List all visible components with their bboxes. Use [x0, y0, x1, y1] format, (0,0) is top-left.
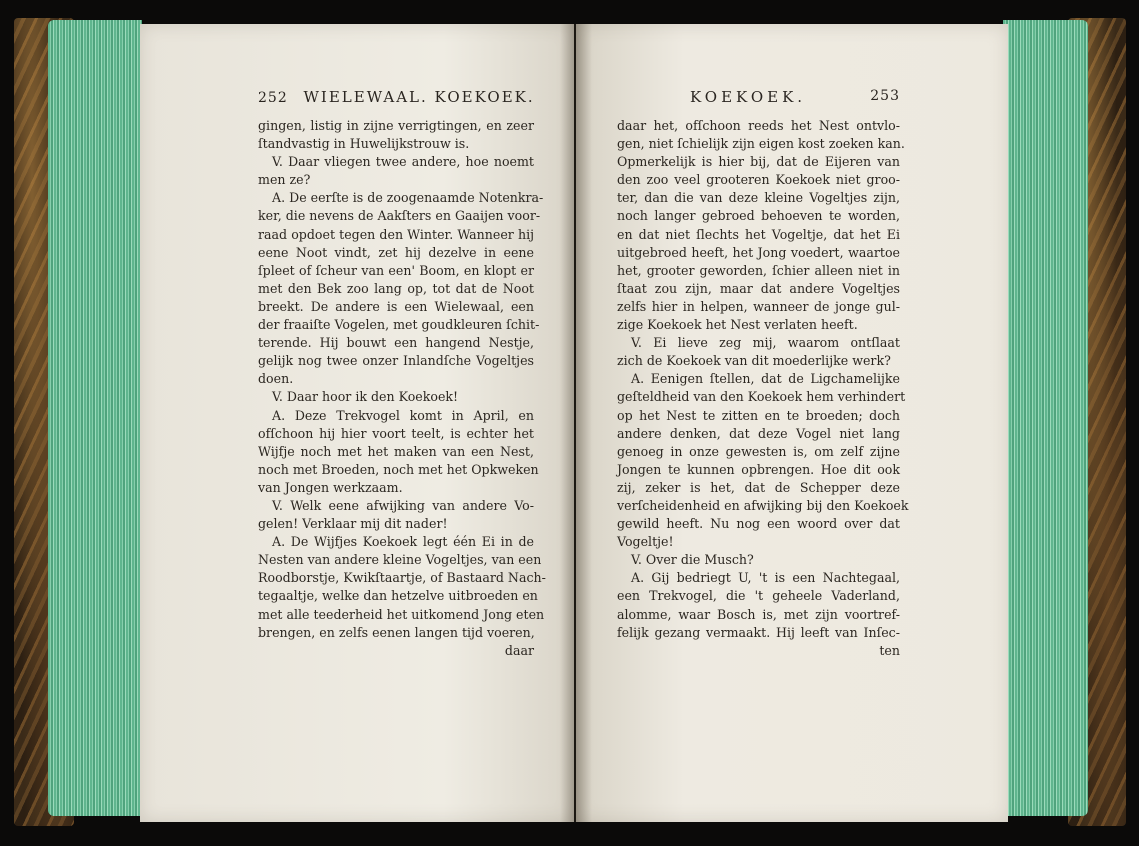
text-line: uitgebroed heeft, het Jong voedert, waartoe [617, 244, 900, 260]
text-line: met alle teederheid het uitkomend Jong eten [258, 606, 545, 622]
text-line: ker, die nevens de Aakſters en Gaaijen voor- [258, 208, 541, 224]
catchword: ten [879, 642, 900, 658]
text-line: noch langer gebroed behoeven te worden, [617, 208, 900, 224]
text-line: noch met Broeden, noch met het Opkweken [258, 461, 539, 477]
text-line: ofſchoon hij hier voort teelt, is echter het [258, 425, 534, 441]
text-line: V. Welk eene afwijking van andere Vo- [272, 497, 534, 513]
text-line: ſtaat zou zijn, maar dat andere Vogeltjes [617, 280, 900, 296]
text-line: op het Nest te zitten en te broeden; doch [617, 407, 900, 423]
text-line: doen. [258, 371, 294, 387]
text-line: A. Deze Trekvogel komt in April, en [272, 407, 534, 423]
text-line: eene Noot vindt, zet hij dezelve in eene [258, 244, 534, 260]
text-line: Opmerkelijk is hier bij, dat de Eijeren van [617, 154, 900, 170]
right-page-text [617, 117, 909, 660]
text-line: gen, niet ſchielijk zijn eigen kost zoeken kan. [617, 136, 905, 152]
left-page-header [258, 88, 535, 106]
text-line: gelen! Verklaar mij dit nader! [258, 516, 448, 532]
text-line: gewild heeft. Nu nog een woord over dat [617, 516, 900, 532]
text-line: gelijk nog twee onzer Inlandſche Vogeltjes [258, 353, 534, 369]
text-line: geſteldheid van den Koekoek hem verhindert [617, 389, 906, 405]
text-line: met den Bek zoo lang op, tot dat de Noot [258, 280, 534, 296]
left-page-text [258, 117, 546, 660]
text-line: V. Over die Musch? [631, 552, 754, 568]
left-running-head: WIELEWAAL. KOEKOEK. [303, 88, 535, 106]
text-line: V. Ei lieve zeg mij, waarom ontſlaat [631, 335, 900, 351]
text-line: A. Eenigen ſtellen, dat de Ligchamelijke [631, 371, 900, 387]
text-line: der fraaiſte Vogelen, met goudkleuren ſchit- [258, 317, 540, 333]
text-line: verſcheidenheid en afwijking bij den Koekoek [617, 497, 909, 513]
text-line: Vogeltje! [617, 534, 674, 550]
catchword: daar [504, 642, 534, 658]
text-line: felijk gezang vermaakt. Hij leeft van Inſec- [617, 624, 900, 640]
text-line: men ze? [258, 172, 311, 188]
text-line: Nesten van andere kleine Vogeltjes, van een [258, 552, 542, 568]
text-line: tegaaltje, welke dan hetzelve uitbroeden en [258, 588, 538, 604]
text-line: brengen, en zelfs eenen langen tijd voeren, [258, 624, 535, 640]
text-line: van Jongen werkzaam. [258, 479, 403, 495]
text-line: andere denken, dat deze Vogel niet lang [617, 425, 900, 441]
text-line: breekt. De andere is een Wielewaal, een [258, 298, 534, 314]
right-running-head: KOEKOEK. [690, 88, 807, 106]
text-line: Roodborstje, Kwikſtaartje, of Bastaard Nach- [258, 570, 546, 586]
right-page-number: 253 [870, 88, 900, 104]
text-line: A. De Wijfjes Koekoek legt één Ei in de [272, 534, 534, 550]
text-line: den zoo veel grooteren Koekoek niet groo- [617, 172, 900, 188]
text-line: V. Daar vliegen twee andere, hoe noemt [272, 154, 534, 170]
text-line: genoeg in onze gewesten is, om zelf zijne [617, 443, 900, 459]
left-page-edges [48, 20, 142, 816]
text-line: A. De eerſte is de zoogenaamde Notenkra- [272, 190, 544, 206]
text-line: gingen, listig in zijne verrigtingen, en zeer [258, 118, 534, 133]
text-line: daar het, ofſchoon reeds het Nest ontvlo- [617, 118, 900, 133]
text-line: zij, zeker is het, dat de Schepper deze [617, 479, 900, 495]
right-page-edges [1003, 20, 1088, 816]
text-line: zich de Koekoek van dit moederlijke werk? [617, 353, 891, 369]
text-line: zige Koekoek het Nest verlaten heeft. [617, 317, 858, 333]
text-line: en dat niet ſlechts het Vogeltje, dat het Ei [617, 226, 900, 242]
text-line: A. Gij bedriegt U, 't is een Nachtegaal, [631, 570, 900, 586]
right-page-header [690, 88, 900, 106]
text-line: V. Daar hoor ik den Koekoek! [272, 389, 459, 405]
left-page-number: 252 [258, 90, 288, 106]
text-line: Wijfje noch met het maken van een Nest, [258, 443, 534, 459]
text-line: ſtandvastig in Huwelijkstrouw is. [258, 136, 470, 152]
text-line: een Trekvogel, die 't geheele Vaderland, [617, 588, 900, 604]
text-line: zelfs hier in helpen, wanneer de jonge gul- [617, 298, 900, 314]
book-gutter [560, 24, 592, 822]
text-line: het, grooter geworden, ſchier alleen niet in [617, 262, 900, 278]
text-line: Jongen te kunnen opbrengen. Hoe dit ook [617, 461, 900, 477]
text-line: ſpleet of ſcheur van een' Boom, en klopt er [258, 262, 534, 278]
text-line: raad opdoet tegen den Winter. Wanneer hij [258, 226, 534, 242]
text-line: terende. Hij bouwt een hangend Nestje, [258, 335, 534, 351]
text-line: alomme, waar Bosch is, met zijn voortref- [617, 606, 900, 622]
text-line: ter, dan die van deze kleine Vogeltjes zijn, [617, 190, 900, 206]
